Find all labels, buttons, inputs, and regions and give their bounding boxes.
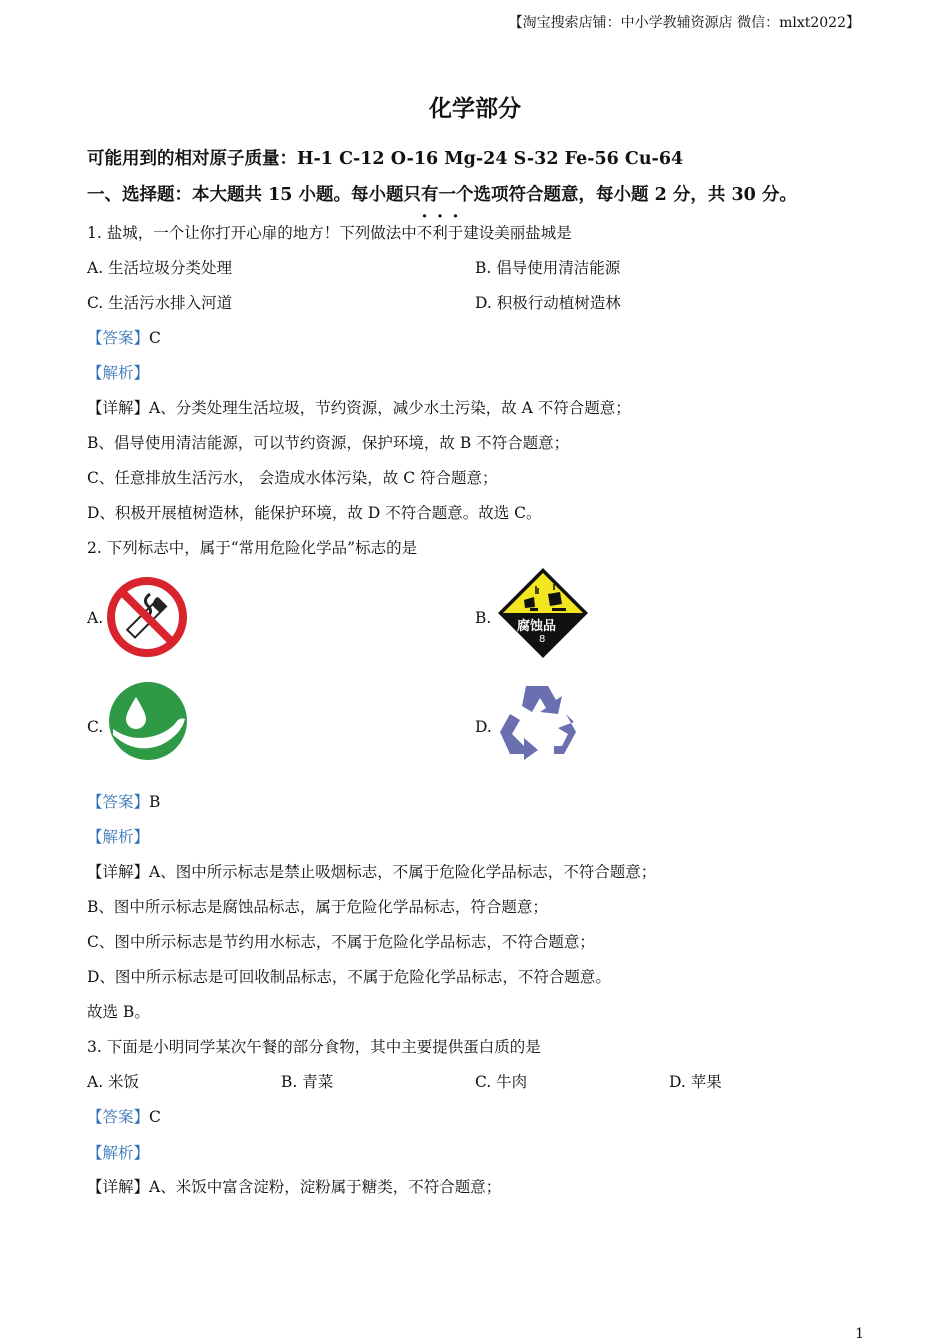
page-title: 化学部分 xyxy=(429,95,521,122)
q2-answer: 【答案】B xyxy=(87,793,161,811)
q2-stem: 2. 下列标志中，属于“常用危险化学品”标志的是 xyxy=(87,539,418,557)
q2-analysis: 【解析】 xyxy=(87,828,150,846)
q3-stem: 3. 下面是小明同学某次午餐的部分食物，其中主要提供蛋白质的是 xyxy=(87,1038,541,1056)
q2-detail-1: 【详解】A、图中所示标志是禁止吸烟标志，不属于危险化学品标志，不符合题意； xyxy=(87,863,657,881)
q3-option-d: D. 苹果 xyxy=(669,1073,722,1091)
q1-detail-3: C、任意排放生活污水， 会造成水体污染，故 C 符合题意； xyxy=(87,469,498,487)
q3-analysis: 【解析】 xyxy=(87,1144,150,1162)
header-note: 【淘宝搜索店铺：中小学教辅资源店 微信：mlxt2022】 xyxy=(508,15,860,31)
q1-detail-2: B、倡导使用清洁能源，可以节约资源，保护环境，故 B 不符合题意； xyxy=(87,434,570,452)
no-smoking-sign-icon xyxy=(106,576,188,658)
q2-option-b-label: B. xyxy=(475,609,492,627)
q1-analysis: 【解析】 xyxy=(87,364,150,382)
q3-option-b: B. 青菜 xyxy=(281,1073,334,1091)
atomic-mass-line: 可能用到的相对原子质量：H-1 C-12 O-16 Mg-24 S-32 Fe-56 Cu-64 xyxy=(87,149,684,169)
q1-option-c: C. 生活污水排入河道 xyxy=(87,294,233,312)
q1-option-a: A. 生活垃圾分类处理 xyxy=(87,259,233,277)
q1-answer: 【答案】C xyxy=(87,329,161,347)
q2-option-d-label: D. xyxy=(475,718,492,736)
q2-detail-2: B、图中所示标志是腐蚀品标志，属于危险化学品标志，符合题意； xyxy=(87,898,548,916)
q2-option-a-label: A. xyxy=(87,609,104,627)
q2-option-c-label: C. xyxy=(87,718,104,736)
q1-option-d: D. 积极行动植树造林 xyxy=(475,294,621,312)
q2-detail-4: D、图中所示标志是可回收制品标志，不属于危险化学品标志，不符合题意。 xyxy=(87,968,611,986)
corrosive-sign-text: 腐蚀品 xyxy=(517,619,557,634)
section-heading: 一、选择题：本大题共 15 小题。每小题只有一个选项符合题意，每小题 2 分，共 30 分。 xyxy=(87,185,797,205)
q3-answer: 【答案】C xyxy=(87,1108,161,1126)
water-saving-sign-icon xyxy=(107,681,189,761)
q3-option-a: A. 米饭 xyxy=(87,1073,140,1091)
q3-detail-1: 【详解】A、米饭中富含淀粉，淀粉属于糖类，不符合题意； xyxy=(87,1178,502,1196)
q2-detail-3: C、图中所示标志是节约用水标志，不属于危险化学品标志，不符合题意； xyxy=(87,933,595,951)
q1-stem: 1. 盐城，一个让你打开心扉的地方！下列做法中不利于建设美丽盐城是 xyxy=(87,224,572,242)
page-number: 1 xyxy=(855,1326,864,1342)
q1-option-b: B. 倡导使用清洁能源 xyxy=(475,259,621,277)
q1-detail-4: D、积极开展植树造林，能保护环境，故 D 不符合题意。故选 C。 xyxy=(87,504,542,522)
corrosive-sign-number: 8 xyxy=(539,634,546,645)
q3-option-c: C. 牛肉 xyxy=(475,1073,528,1091)
q2-detail-5: 故选 B。 xyxy=(87,1003,150,1021)
q1-detail-1: 【详解】A、分类处理生活垃圾，节约资源，减少水土污染，故 A 不符合题意； xyxy=(87,399,631,417)
recycle-sign-icon xyxy=(496,680,584,760)
corrosive-sign-icon xyxy=(496,566,590,660)
